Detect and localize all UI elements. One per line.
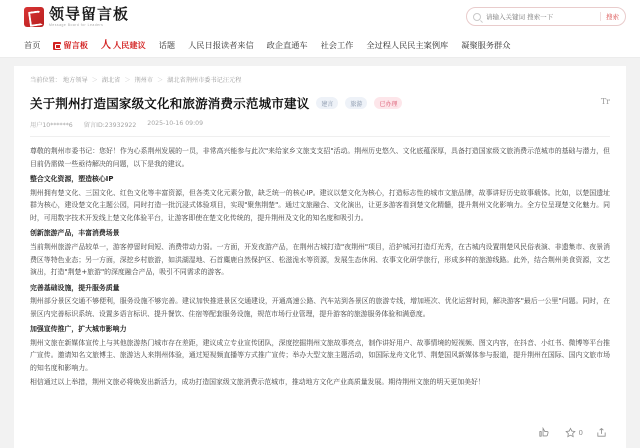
logo-text	[49, 4, 130, 27]
nav-item-label: 人民建议	[112, 40, 146, 50]
nav-item-label: 首页	[24, 40, 41, 50]
nav-item-label: 留言板	[63, 40, 88, 50]
breadcrumb-item[interactable]: 湖北省	[101, 77, 121, 84]
nav-item-label: 话题	[158, 40, 176, 50]
nav-item-social-work[interactable]	[321, 40, 354, 51]
tag-tourism[interactable]: 旅游	[345, 97, 367, 109]
body-heading: 整合文化资源，塑造核心IP	[30, 175, 114, 184]
main-nav	[0, 34, 640, 58]
body-paragraph: 相信通过以上举措，荆州文旅必将焕发出新活力，成功打造国家级文旅消费示范城市，推动地方文化产业高质量发展。期待荆州文旅的明天更加美好！	[30, 377, 485, 386]
post-body	[30, 145, 610, 388]
search-box[interactable]	[466, 7, 626, 26]
body-paragraph: 荆州部分景区交通不够便利，服务设施不够完善。建议加快推进景区交通建设，开通高速公路、汽车站到各景区的旅游专线，增加班次、优化运营时间，解决游客"最后一公里"问题。同时，在景区内完善标识系统、设置多语言标识、提升餐饮、住宿等配套服务设施，规范市场行业管理，提升游客的旅游服务体验和满意度。	[30, 297, 610, 318]
search-input[interactable]	[486, 13, 600, 21]
meta-timestamp: 2025-10-16 09:09	[147, 120, 204, 127]
body-paragraph: 尊敬的荆州市委书记：您好！作为心系荆州发展的一员，非常高兴能参与此次"来给家乡文旅支支招"活动。荆州历史悠久、文化底蕴深厚，具备打造国家级文旅消费示范城市的基础与潜力，但目前仍需做一些亟待解决的问题，以下是我的建议。	[30, 147, 610, 168]
search-icon	[473, 13, 481, 21]
title-row	[30, 94, 610, 112]
breadcrumb-item[interactable]: 湖北省荆州市委书记汪元程	[167, 77, 242, 84]
nav-item-home[interactable]	[24, 40, 40, 51]
nav-item-label: 人民日报读者来信	[188, 40, 254, 50]
share-icon	[596, 427, 607, 438]
post-meta	[30, 120, 610, 129]
nav-item-label: 政企直通车	[266, 40, 308, 50]
nav-item-label: 凝聚服务群众	[461, 40, 511, 50]
logo-subtitle: Message Board for Leaders	[49, 22, 104, 27]
nav-item-topics[interactable]	[159, 40, 175, 51]
nav-item-message-board[interactable]	[53, 40, 88, 51]
share-button[interactable]	[596, 427, 610, 438]
body-paragraph: 荆州拥有楚文化、三国文化、红色文化等丰富资源，但各类文化元素分散，缺乏统一的核心IP。建议以楚文化为核心，打造标志性的城市文旅品牌，故事讲好历史故事载体。比如，以楚国遗址群为核心，建设楚文化主题公园，同时打造一批沉浸式体验项目，实现"聚焦荆楚"。通过文旅融合、文化演出，让更多游客看到楚文化精髓，提升荆州文化影响力。全方位呈现楚文化魅力。同时，可用数字技术开发线上楚文化体验平台，让游客即使在楚文化传统的，提升荆州及文化的知名度和吸引力。	[30, 188, 610, 222]
like-button[interactable]	[538, 427, 552, 438]
post-actions	[538, 427, 610, 438]
nav-item-label: 社会工作	[320, 40, 354, 50]
tag-suggestion[interactable]: 建言	[316, 97, 338, 109]
meta-divider	[30, 136, 610, 137]
nav-item-serve-people[interactable]	[461, 40, 510, 51]
favorite-button[interactable]	[565, 427, 583, 438]
body-heading: 加强宣传推广，扩大城市影响力	[30, 325, 127, 334]
body-paragraph: 当前荆州旅游产品较单一，游客停留时间短、消费带动力弱。一方面，开发夜游产品，在荆州古城打造"夜荆州"项目，沿护城河打造灯光秀，在古城内设置荆楚风民俗表演、非遗集市、夜景消费区等特色业态；另一方面，深挖乡村旅游，如洪湖湿地、石首麋鹿自然保护区、松滋洈水等资源，发展生态休闲、农事文化研学旅行，形成多样的旅游线路。此外，结合荆州美食资源，文艺演出，打造"荆楚+旅游"的深度融合产品，吸引不同需求的游客。	[30, 242, 610, 277]
favorite-count: 0	[578, 428, 583, 437]
breadcrumb-separator-icon: ＞	[157, 77, 164, 84]
meta-message-id: 留言ID:23932922	[83, 122, 137, 129]
nav-item-reader-letters[interactable]	[188, 40, 254, 51]
star-icon	[565, 427, 576, 438]
meta-user: 用户10******6	[30, 122, 73, 129]
thumbs-up-icon	[538, 427, 549, 438]
status-badge: 已办理	[374, 97, 402, 109]
breadcrumb-item[interactable]: 荆州市	[134, 77, 154, 84]
body-paragraph: 荆州文旅在新媒体宣传上与其他旅游热门城市存在差距，建议成立专业宣传团队，深度挖掘荆州文旅故事亮点，制作讲好用户、故事情境的短视频、图文内容，在抖音、小红书、微博等平台推广宣传。邀请知名文旅博主、旅游达人来荆州体验，通过短视频直播等方式推广宣传；举办大型文旅主题活动，如国际龙舟文化节、荆楚国风新媒体参与报道，提升荆州在国际、国内文旅市场的知名度和影响力。	[30, 338, 610, 372]
body-heading: 完善基础设施，提升服务质量	[30, 283, 120, 292]
breadcrumb-prefix: 当前位置：	[30, 77, 61, 84]
body-heading: 创新旅游产品，丰富消费场景	[30, 229, 120, 238]
breadcrumb	[30, 75, 610, 84]
breadcrumb-item[interactable]: 地方领导	[62, 77, 88, 84]
nav-item-democracy-cases[interactable]	[366, 40, 448, 51]
content-stage	[0, 58, 640, 448]
nav-item-gov-business[interactable]	[267, 40, 308, 51]
logo-mark-icon	[24, 7, 44, 27]
site-logo[interactable]	[24, 4, 130, 27]
nav-item-label: 全过程人民民主案例库	[366, 40, 449, 50]
breadcrumb-separator-icon: ＞	[91, 77, 98, 84]
page-title: 关于荆州打造国家级文化和旅游消费示范城市建议	[30, 96, 310, 111]
breadcrumb-separator-icon: ＞	[124, 77, 131, 84]
post-card	[14, 66, 626, 448]
people-icon: 人	[100, 39, 111, 51]
site-header	[0, 0, 640, 34]
logo-title: 领导留言板	[49, 4, 130, 23]
nav-item-people-suggestion[interactable]	[101, 40, 146, 51]
font-size-control[interactable]: Tr	[600, 97, 610, 106]
message-board-icon	[53, 42, 61, 50]
search-button[interactable]: 搜索	[600, 12, 619, 21]
